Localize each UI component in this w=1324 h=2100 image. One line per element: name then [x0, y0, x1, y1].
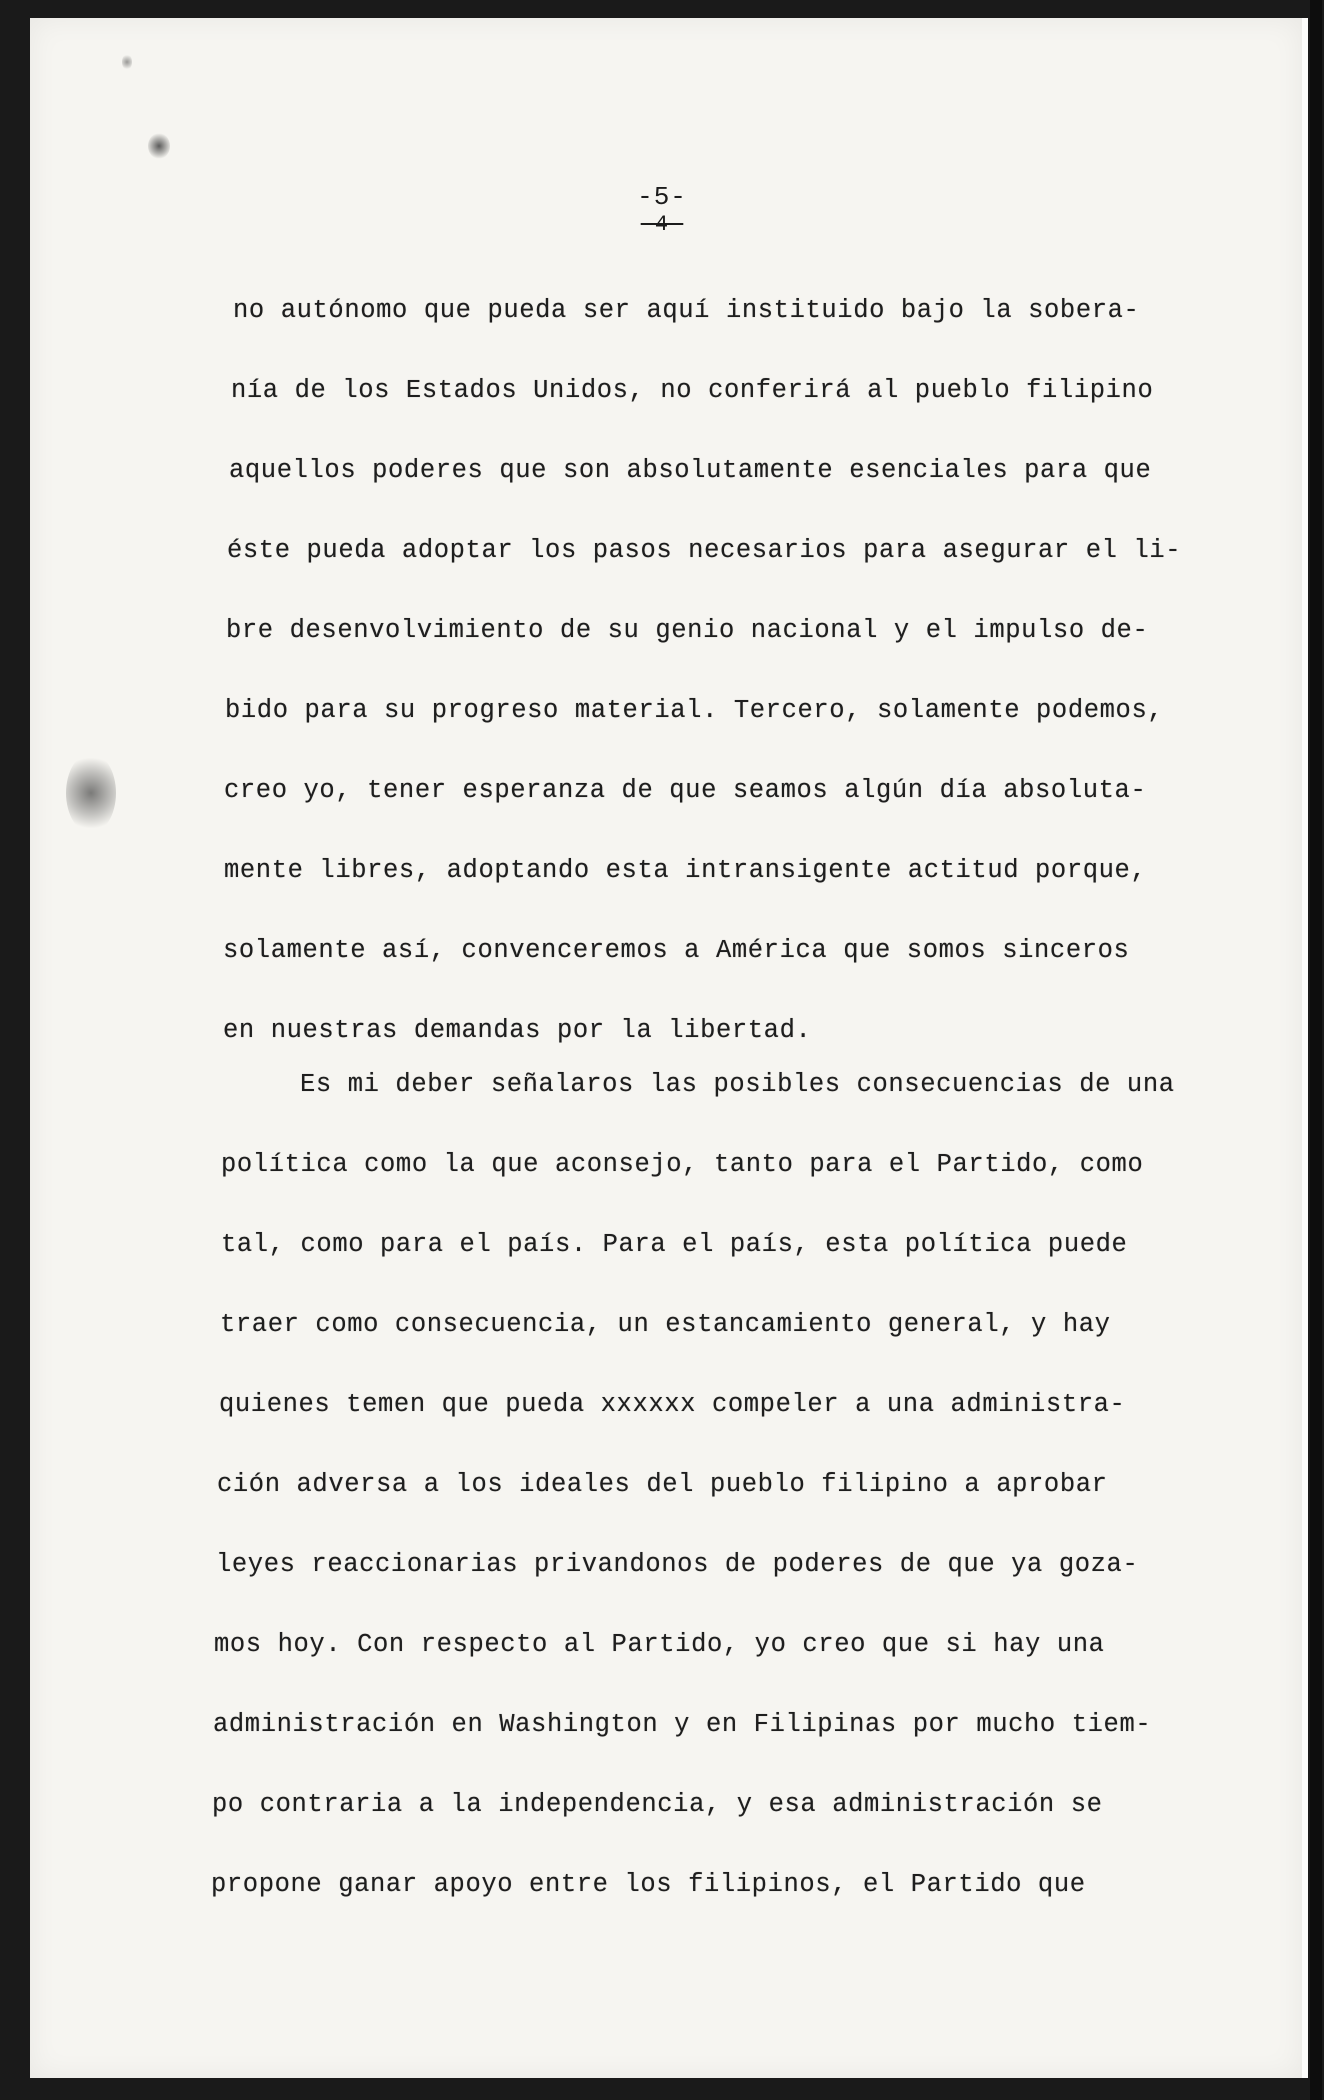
text-line: nía de los Estados Unidos, no conferirá al pueblo filipino	[231, 376, 1154, 405]
text-line: leyes reaccionarias privandonos de poderes de que ya goza-	[216, 1550, 1139, 1579]
text-line: po contraria a la independencia, y esa administración se	[212, 1790, 1103, 1819]
text-line: mos hoy. Con respecto al Partido, yo creo que si hay una	[214, 1630, 1105, 1659]
text-line: política como la que aconsejo, tanto para el Partido, como	[221, 1150, 1144, 1179]
text-line: aquellos poderes que son absolutamente esenciales para que	[229, 456, 1152, 485]
text-line: en nuestras demandas por la libertad.	[223, 1016, 812, 1045]
text-line: traer como consecuencia, un estancamiento general, y hay	[220, 1310, 1111, 1339]
text-line: propone ganar apoyo entre los filipinos, el Partido que	[211, 1870, 1086, 1899]
struck-page-number: -4-	[640, 212, 684, 237]
text-line: Es mi deber señalaros las posibles consecuencias de una	[300, 1070, 1175, 1099]
text-line: no autónomo que pueda ser aquí instituido bajo la sobera-	[233, 296, 1140, 325]
text-line: quienes temen que pueda xxxxxx compeler a una administra-	[219, 1390, 1126, 1419]
ink-smudge	[66, 753, 116, 833]
text-line: administración en Washington y en Filipinas por mucho tiem-	[213, 1710, 1152, 1739]
text-line: éste pueda adoptar los pasos necesarios para asegurar el li-	[227, 536, 1182, 565]
text-line: mente libres, adoptando esta intransigente actitud porque,	[224, 856, 1147, 885]
text-line: tal, como para el país. Para el país, esta política puede	[221, 1230, 1128, 1259]
scan-edge	[1310, 0, 1322, 2100]
text-line: bre desenvolvimiento de su genio nacional y el impulso de-	[226, 616, 1149, 645]
text-line: ción adversa a los ideales del pueblo filipino a aprobar	[217, 1470, 1108, 1499]
ink-smudge	[122, 54, 132, 70]
text-line: creo yo, tener esperanza de que seamos algún día absoluta-	[224, 776, 1147, 805]
text-line: bido para su progreso material. Tercero, solamente podemos,	[225, 696, 1164, 725]
ink-smudge	[148, 133, 170, 159]
text-line: solamente así, convenceremos a América que somos sinceros	[223, 936, 1130, 965]
page-number: -5-	[637, 182, 687, 212]
document-page	[30, 18, 1308, 2078]
